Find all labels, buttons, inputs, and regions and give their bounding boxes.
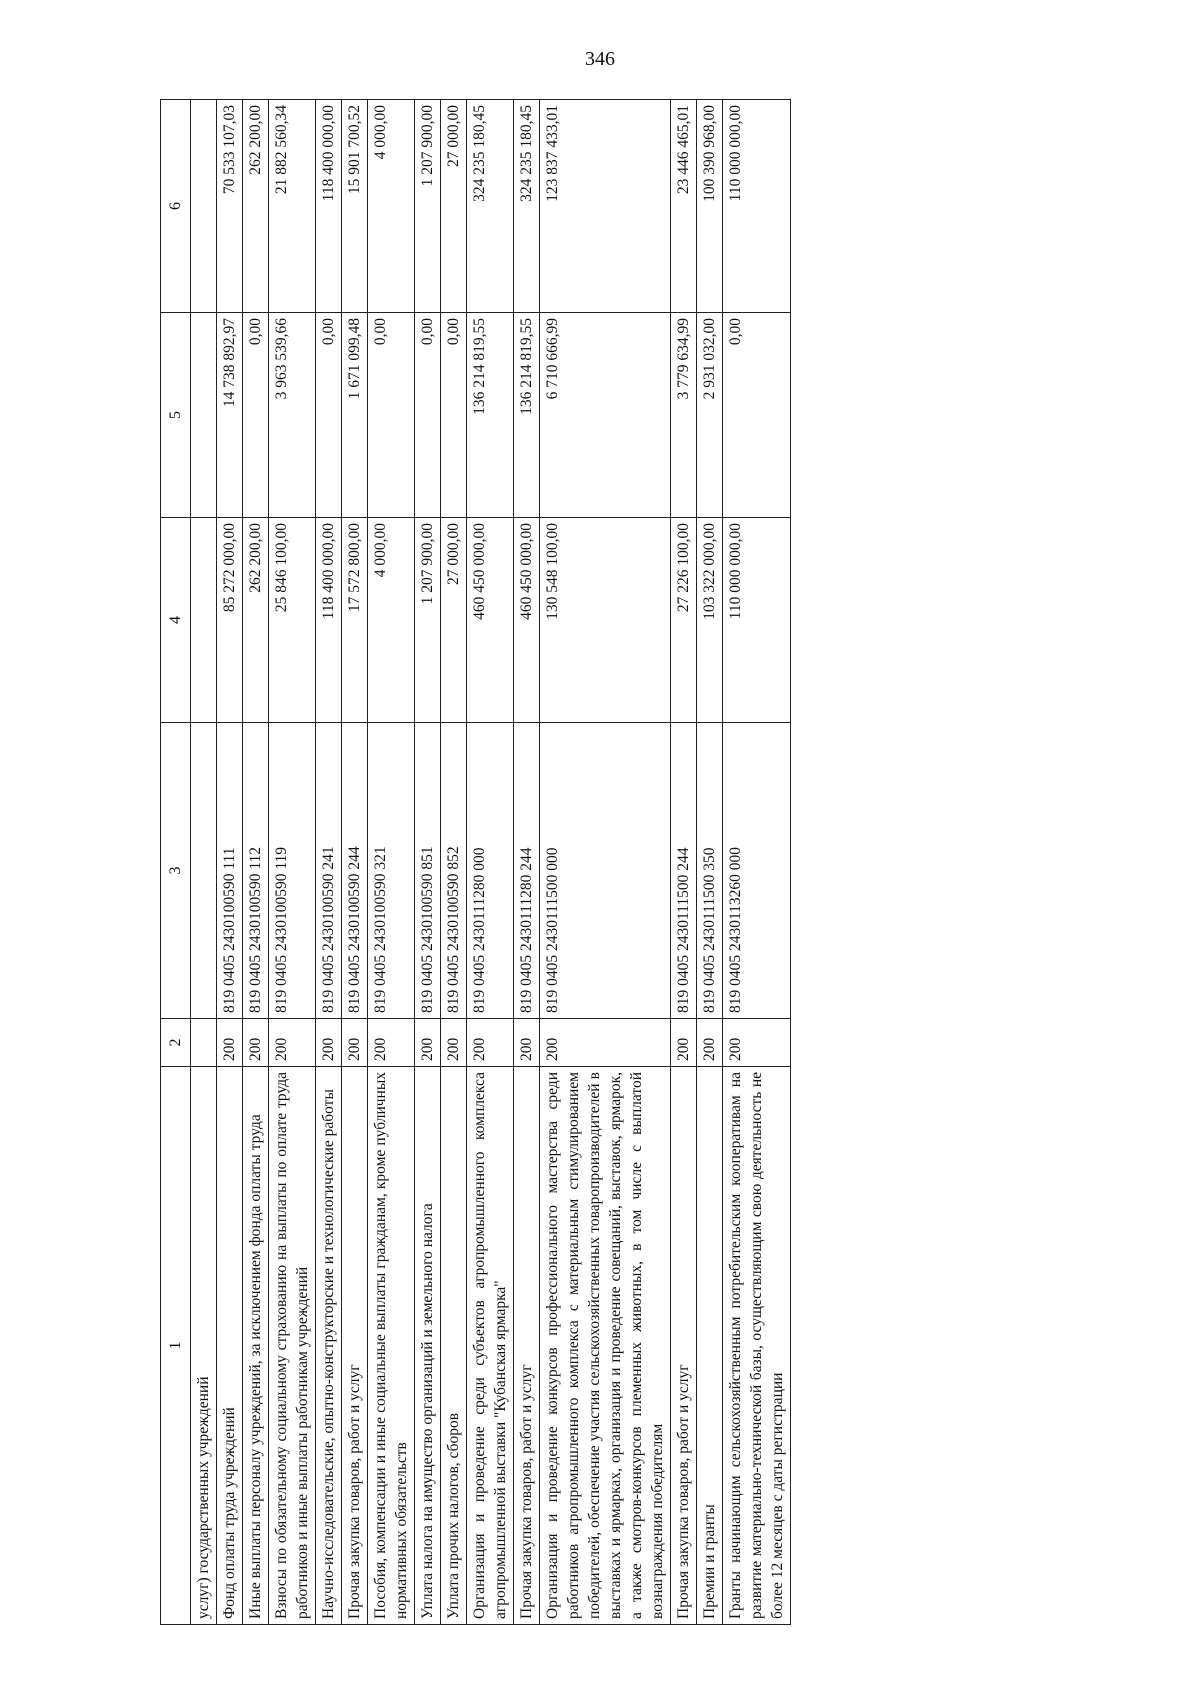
row-plan-cell: 17 572 800,00 <box>342 518 368 723</box>
row-executed-cell: 3 963 539,66 <box>269 313 316 518</box>
table-row <box>441 100 467 1625</box>
row-code-cell: 819 0405 2430111500 000 <box>540 723 671 1019</box>
row-name-cell: Взносы по обязательному социальному страхованию на выплаты по оплате труда работников и иные выплаты работникам учреждений <box>269 1067 316 1625</box>
row-code-cell: 819 0405 2430100590 111 <box>217 723 243 1019</box>
row-plan-cell: 130 548 100,00 <box>540 518 671 723</box>
row-executed-cell: 6 710 666,99 <box>540 313 671 518</box>
row-code-cell: 819 0405 2430100590 112 <box>243 723 269 1019</box>
row-name-cell: Прочая закупка товаров, работ и услуг <box>671 1067 697 1625</box>
row-type-cell: 200 <box>342 1019 368 1067</box>
table-row <box>514 100 540 1625</box>
row-name-cell: Научно-исследовательские, опытно-конструкторские и технологические работы <box>316 1067 342 1625</box>
row-type-cell <box>191 1019 217 1067</box>
row-code-cell: 819 0405 2430100590 119 <box>269 723 316 1019</box>
row-plan-cell: 27 226 100,00 <box>671 518 697 723</box>
row-plan-cell: 27 000,00 <box>441 518 467 723</box>
table-row <box>368 100 415 1625</box>
row-type-cell: 200 <box>441 1019 467 1067</box>
row-code-cell: 819 0405 2430100590 321 <box>368 723 415 1019</box>
row-code-cell: 819 0405 2430111280 244 <box>514 723 540 1019</box>
row-code-cell: 819 0405 2430100590 241 <box>316 723 342 1019</box>
table-row <box>217 100 243 1625</box>
row-executed-cell: 136 214 819,55 <box>514 313 540 518</box>
row-remainder-cell: 15 901 700,52 <box>342 100 368 313</box>
row-type-cell: 200 <box>723 1019 791 1067</box>
row-remainder-cell: 262 200,00 <box>243 100 269 313</box>
row-type-cell: 200 <box>269 1019 316 1067</box>
row-remainder-cell: 70 533 107,03 <box>217 100 243 313</box>
row-name-cell: Премии и гранты <box>697 1067 723 1625</box>
row-remainder-cell: 110 000 000,00 <box>723 100 791 313</box>
row-executed-cell: 0,00 <box>415 313 441 518</box>
row-remainder-cell: 27 000,00 <box>441 100 467 313</box>
row-name-cell: услуг) государственных учреждений <box>191 1067 217 1625</box>
row-remainder-cell: 324 235 180,45 <box>514 100 540 313</box>
table-row <box>540 100 671 1625</box>
row-executed-cell: 0,00 <box>441 313 467 518</box>
row-type-cell: 200 <box>467 1019 514 1067</box>
table-row <box>316 100 342 1625</box>
row-type-cell: 200 <box>540 1019 671 1067</box>
table-row <box>415 100 441 1625</box>
header-cell: 6 <box>161 100 191 313</box>
row-code-cell <box>191 723 217 1019</box>
table-row <box>467 100 514 1625</box>
row-code-cell: 819 0405 2430100590 852 <box>441 723 467 1019</box>
row-name-cell: Фонд оплаты труда учреждений <box>217 1067 243 1625</box>
row-executed-cell: 0,00 <box>368 313 415 518</box>
row-plan-cell: 103 322 000,00 <box>697 518 723 723</box>
row-remainder-cell: 1 207 900,00 <box>415 100 441 313</box>
header-cell: 1 <box>161 1067 191 1625</box>
table-row <box>269 100 316 1625</box>
row-name-cell: Гранты начинающим сельскохозяйственным потребительским кооперативам на развитие материально-технической базы, осуществляющим свою деятельность не более 12 месяцев с даты регистрации <box>723 1067 791 1625</box>
row-code-cell: 819 0405 2430111500 350 <box>697 723 723 1019</box>
row-code-cell: 819 0405 2430113260 000 <box>723 723 791 1019</box>
row-plan-cell: 110 000 000,00 <box>723 518 791 723</box>
row-remainder-cell: 324 235 180,45 <box>467 100 514 313</box>
row-remainder-cell: 23 446 465,01 <box>671 100 697 313</box>
row-executed-cell <box>191 313 217 518</box>
rotated-page-content <box>160 100 1045 1625</box>
table-row <box>191 100 217 1625</box>
row-name-cell: Организация и проведение конкурсов профессионального мастерства среди работников агропромышленного комплекса с материальным стимулированием победителей, обеспечение участия сельскохозяйственных товаропроизводителей в выставках и ярмарках, организация и проведение совещаний, выставок, ярмарок, а также смотров-конкурсов племенных животных, в том числе с выплатой вознаграждения победителям <box>540 1067 671 1625</box>
row-plan-cell: 25 846 100,00 <box>269 518 316 723</box>
row-plan-cell: 1 207 900,00 <box>415 518 441 723</box>
row-executed-cell: 3 779 634,99 <box>671 313 697 518</box>
page-number: 346 <box>585 48 615 70</box>
table-row <box>697 100 723 1625</box>
row-code-cell: 819 0405 2430111500 244 <box>671 723 697 1019</box>
row-plan-cell: 4 000,00 <box>368 518 415 723</box>
row-name-cell: Прочая закупка товаров, работ и услуг <box>342 1067 368 1625</box>
row-executed-cell: 0,00 <box>316 313 342 518</box>
row-executed-cell: 0,00 <box>243 313 269 518</box>
header-cell: 3 <box>161 723 191 1019</box>
row-plan-cell: 460 450 000,00 <box>467 518 514 723</box>
row-type-cell: 200 <box>243 1019 269 1067</box>
row-plan-cell: 118 400 000,00 <box>316 518 342 723</box>
row-remainder-cell: 100 390 968,00 <box>697 100 723 313</box>
row-plan-cell: 85 272 000,00 <box>217 518 243 723</box>
row-type-cell: 200 <box>316 1019 342 1067</box>
header-cell: 5 <box>161 313 191 518</box>
table-row <box>671 100 697 1625</box>
row-name-cell: Иные выплаты персоналу учреждений, за исключением фонда оплаты труда <box>243 1067 269 1625</box>
header-cell: 4 <box>161 518 191 723</box>
row-remainder-cell <box>191 100 217 313</box>
row-plan-cell <box>191 518 217 723</box>
row-code-cell: 819 0405 2430111280 000 <box>467 723 514 1019</box>
table-header-row <box>161 100 191 1625</box>
row-remainder-cell: 4 000,00 <box>368 100 415 313</box>
row-code-cell: 819 0405 2430100590 244 <box>342 723 368 1019</box>
row-type-cell: 200 <box>368 1019 415 1067</box>
budget-table <box>160 99 791 1625</box>
row-plan-cell: 262 200,00 <box>243 518 269 723</box>
row-name-cell: Уплата прочих налогов, сборов <box>441 1067 467 1625</box>
row-name-cell: Прочая закупка товаров, работ и услуг <box>514 1067 540 1625</box>
header-cell: 2 <box>161 1019 191 1067</box>
row-name-cell: Организация и проведение среди субъектов агропромышленного комплекса агропромышленной выставки "Кубанская ярмарка" <box>467 1067 514 1625</box>
row-name-cell: Уплата налога на имущество организаций и земельного налога <box>415 1067 441 1625</box>
row-remainder-cell: 123 837 433,01 <box>540 100 671 313</box>
row-executed-cell: 136 214 819,55 <box>467 313 514 518</box>
row-code-cell: 819 0405 2430100590 851 <box>415 723 441 1019</box>
row-type-cell: 200 <box>415 1019 441 1067</box>
row-executed-cell: 0,00 <box>723 313 791 518</box>
row-remainder-cell: 21 882 560,34 <box>269 100 316 313</box>
row-name-cell: Пособия, компенсации и иные социальные выплаты гражданам, кроме публичных нормативных обязательств <box>368 1067 415 1625</box>
row-plan-cell: 460 450 000,00 <box>514 518 540 723</box>
row-type-cell: 200 <box>217 1019 243 1067</box>
row-executed-cell: 14 738 892,97 <box>217 313 243 518</box>
row-type-cell: 200 <box>514 1019 540 1067</box>
table-row <box>723 100 791 1625</box>
row-type-cell: 200 <box>671 1019 697 1067</box>
row-type-cell: 200 <box>697 1019 723 1067</box>
row-executed-cell: 2 931 032,00 <box>697 313 723 518</box>
table-row <box>243 100 269 1625</box>
row-executed-cell: 1 671 099,48 <box>342 313 368 518</box>
row-remainder-cell: 118 400 000,00 <box>316 100 342 313</box>
table-row <box>342 100 368 1625</box>
